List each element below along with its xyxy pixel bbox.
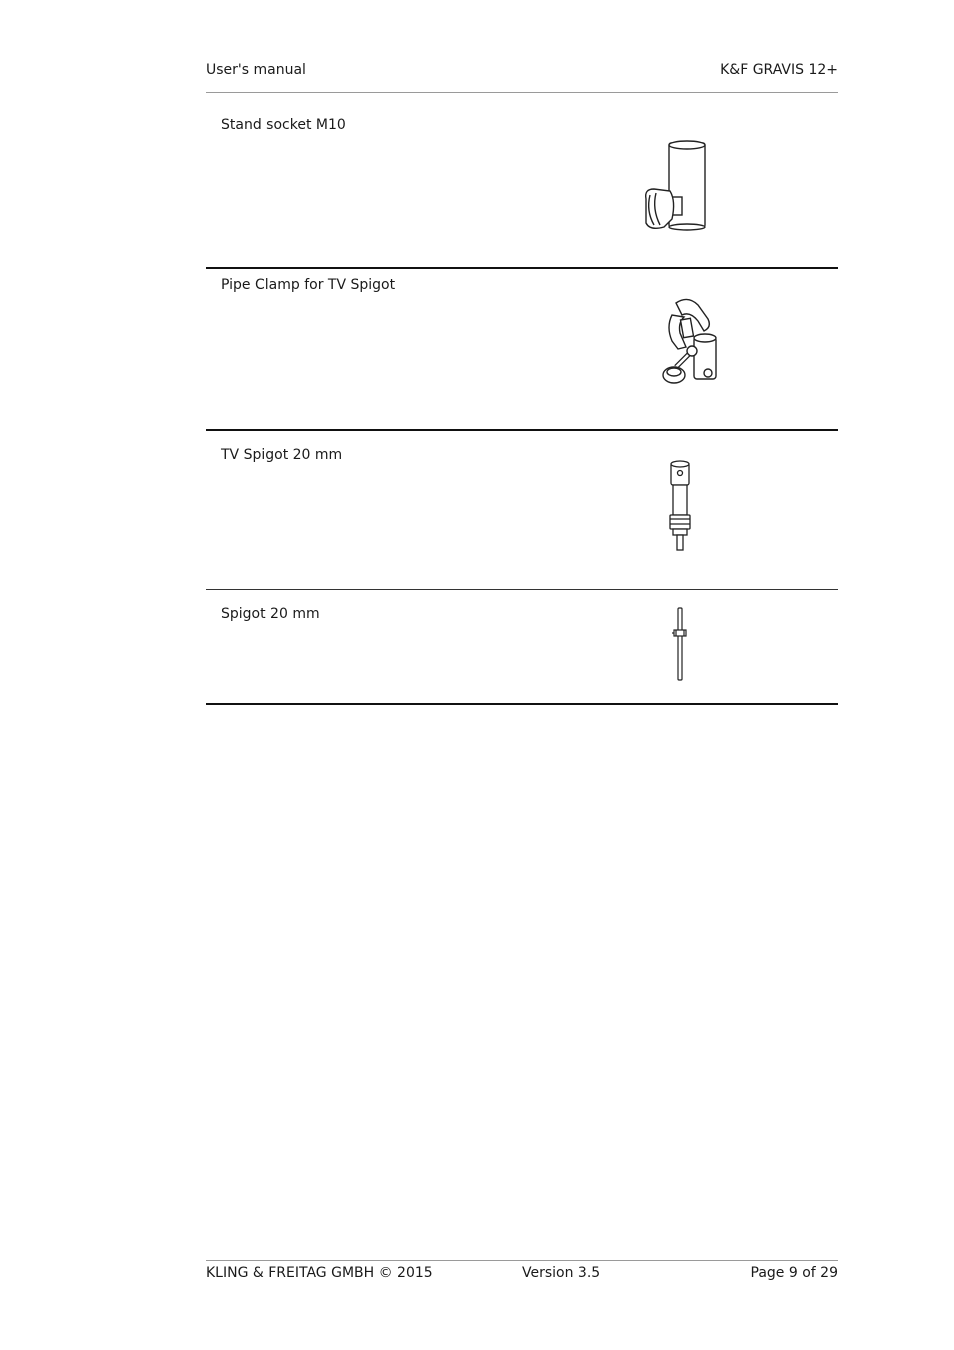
item-row-stand-socket bbox=[206, 93, 838, 267]
stand-socket-illustration bbox=[636, 139, 716, 233]
item-row-tv-spigot bbox=[206, 423, 838, 589]
tv-spigot-illustration bbox=[666, 459, 696, 553]
footer-page-number: Page 9 of 29 bbox=[750, 1265, 838, 1281]
pipe-clamp-illustration bbox=[652, 297, 728, 393]
item-row-spigot bbox=[206, 582, 838, 703]
item-label: TV Spigot 20 mm bbox=[221, 447, 343, 463]
header-product-name: K&F GRAVIS 12+ bbox=[720, 62, 838, 78]
header-document-type: User's manual bbox=[206, 62, 306, 78]
item-row-pipe-clamp bbox=[206, 253, 838, 429]
item-label: Pipe Clamp for TV Spigot bbox=[221, 277, 396, 293]
footer-version: Version 3.5 bbox=[522, 1265, 601, 1281]
footer-divider bbox=[206, 1260, 838, 1261]
item-label: Spigot 20 mm bbox=[221, 606, 320, 622]
item-label: Stand socket M10 bbox=[221, 117, 346, 133]
footer-copyright: KLING & FREITAG GMBH © 2015 bbox=[206, 1265, 433, 1281]
spigot-illustration bbox=[668, 606, 692, 682]
row-divider bbox=[206, 703, 838, 705]
